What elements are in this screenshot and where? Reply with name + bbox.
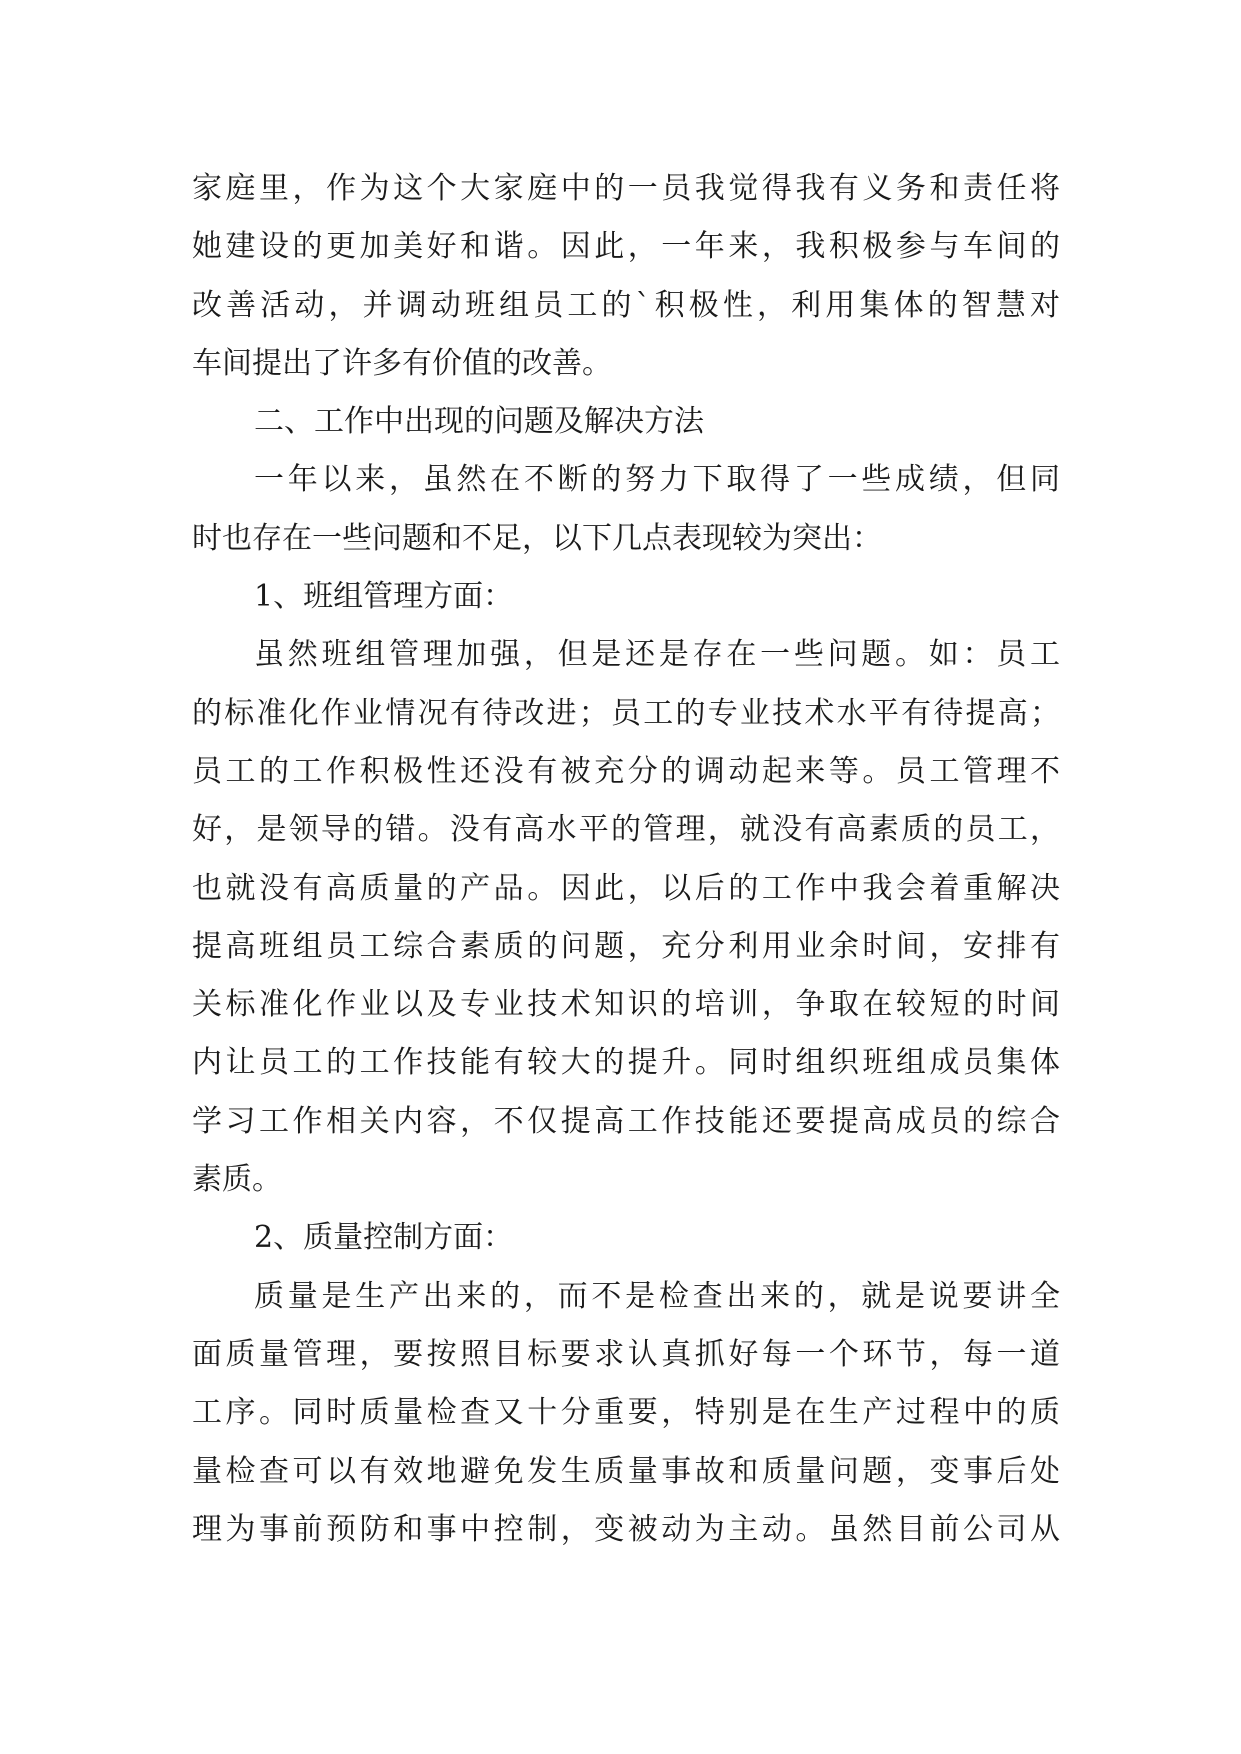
text-line: 工序。同时质量检查又十分重要，特别是在生产过程中的质 xyxy=(192,1395,1060,1431)
text-line: 员工的工作积极性还没有被充分的调动起来等。员工管理不 xyxy=(192,753,1060,789)
text-line: 提高班组员工综合素质的问题，充分利用业余时间，安排有 xyxy=(192,928,1060,964)
text-line: 她建设的更加美好和谐。因此，一年来，我积极参与车间的 xyxy=(192,229,1060,265)
text-line: 虽然班组管理加强，但是还是存在一些问题。如：员工 xyxy=(254,637,1060,673)
text-line: 学习工作相关内容，不仅提高工作技能还要提高成员的综合 xyxy=(192,1103,1060,1139)
text-line: 也就没有高质量的产品。因此，以后的工作中我会着重解决 xyxy=(192,870,1060,906)
text-line: 理为事前预防和事中控制，变被动为主动。虽然目前公司从 xyxy=(192,1511,1060,1547)
text-line: 关标准化作业以及专业技术知识的培训，争取在较短的时间 xyxy=(192,987,1060,1023)
text-line: 量检查可以有效地避免发生质量事故和质量问题，变事后处 xyxy=(192,1453,1060,1489)
text-line: 面质量管理，要按照目标要求认真抓好每一个环节，每一道 xyxy=(192,1336,1060,1372)
text-line: 的标准化作业情况有待改进；员工的专业技术水平有待提高； xyxy=(192,695,1060,731)
text-line: 1、班组管理方面： xyxy=(254,579,514,615)
text-line: 素质。 xyxy=(192,1162,282,1198)
text-line: 时也存在一些问题和不足，以下几点表现较为突出： xyxy=(192,520,882,556)
text-line: 车间提出了许多有价值的改善。 xyxy=(192,345,612,381)
text-line: 二、工作中出现的问题及解决方法 xyxy=(254,404,704,440)
text-line: 家庭里，作为这个大家庭中的一员我觉得我有义务和责任将 xyxy=(192,171,1060,206)
text-line: 2、质量控制方面： xyxy=(254,1220,514,1256)
text-line: 内让员工的工作技能有较大的提升。同时组织班组成员集体 xyxy=(192,1045,1060,1081)
text-line: 质量是生产出来的，而不是检查出来的，就是说要讲全 xyxy=(254,1278,1060,1314)
text-line: 好，是领导的错。没有高水平的管理，就没有高素质的员工， xyxy=(192,812,1060,848)
text-line: 改善活动，并调动班组员工的`积极性，利用集体的智慧对 xyxy=(192,287,1060,323)
document-body xyxy=(192,160,1060,1559)
text-line: 一年以来，虽然在不断的努力下取得了一些成绩，但同 xyxy=(254,462,1060,498)
